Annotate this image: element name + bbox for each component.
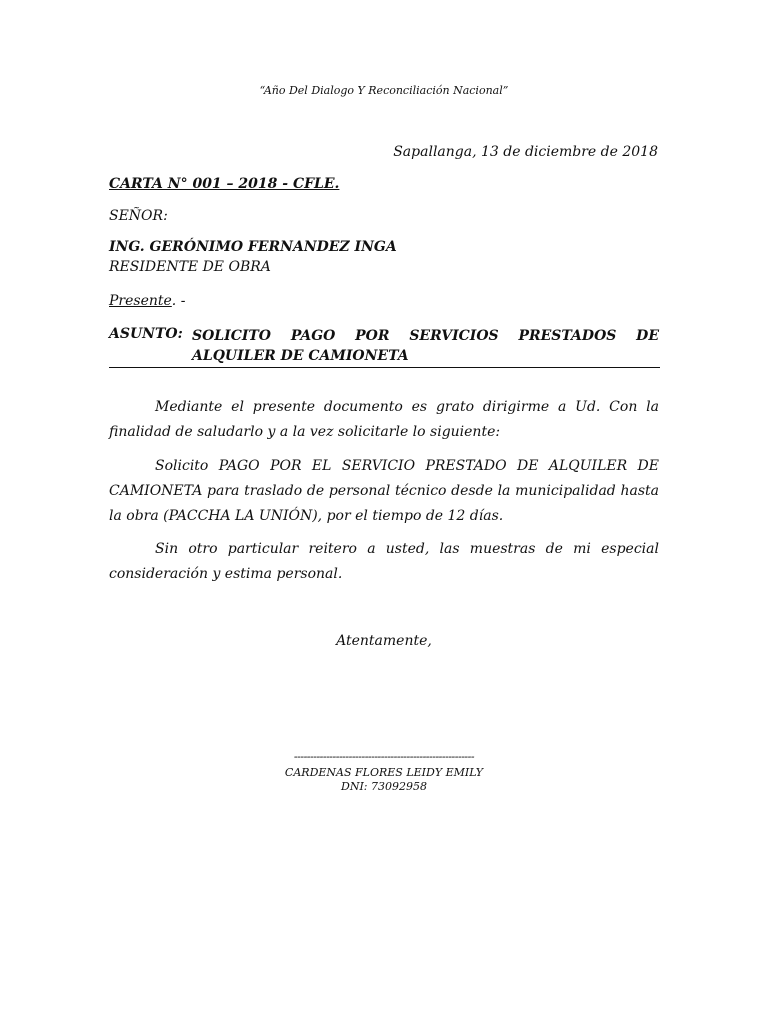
signatory-name: CARDENAS FLORES LEIDY EMILY (284, 766, 484, 779)
subject-divider (109, 367, 660, 368)
recipient-role: RESIDENTE DE OBRA (109, 259, 271, 275)
letter-reference: CARTA N° 001 – 2018 - CFLE. (109, 176, 340, 192)
presente-suffix: . - (171, 293, 186, 309)
signatory-dni: DNI: 73092958 (341, 780, 427, 793)
subject-label: ASUNTO: (109, 326, 183, 342)
body-paragraph-2: Solicito PAGO POR EL SERVICIO PRESTADO DE ALQUILER DE CAMIONETA para traslado de personal técnico desde la municipalidad hasta la obra (PACCHA LA UNIÓN), por el tiempo de 12 días. (109, 458, 659, 524)
salutation: SEÑOR: (109, 208, 168, 224)
presente-word: Presente (109, 293, 172, 309)
closing: Atentamente, (336, 633, 432, 649)
signature-line: -------------------------------------------------------- (293, 750, 475, 763)
presente-line (109, 293, 185, 309)
place-date: Sapallanga, 13 de diciembre de 2018 (393, 144, 658, 160)
body-paragraph-3: Sin otro particular reitero a usted, las muestras de mi especial consideración y estima personal. (109, 541, 659, 582)
body-paragraph-1: Mediante el presente documento es grato dirigirme a Ud. Con la finalidad de saludarlo y a la vez solicitarle lo siguiente: (109, 399, 659, 440)
subject-text: SOLICITO PAGO POR SERVICIOS PRESTADOS DE ALQUILER DE CAMIONETA (192, 328, 659, 364)
recipient-name: ING. GERÓNIMO FERNANDEZ INGA (109, 239, 397, 255)
header-motto: “Año Del Dialogo Y Reconciliación Nacional” (259, 84, 509, 97)
